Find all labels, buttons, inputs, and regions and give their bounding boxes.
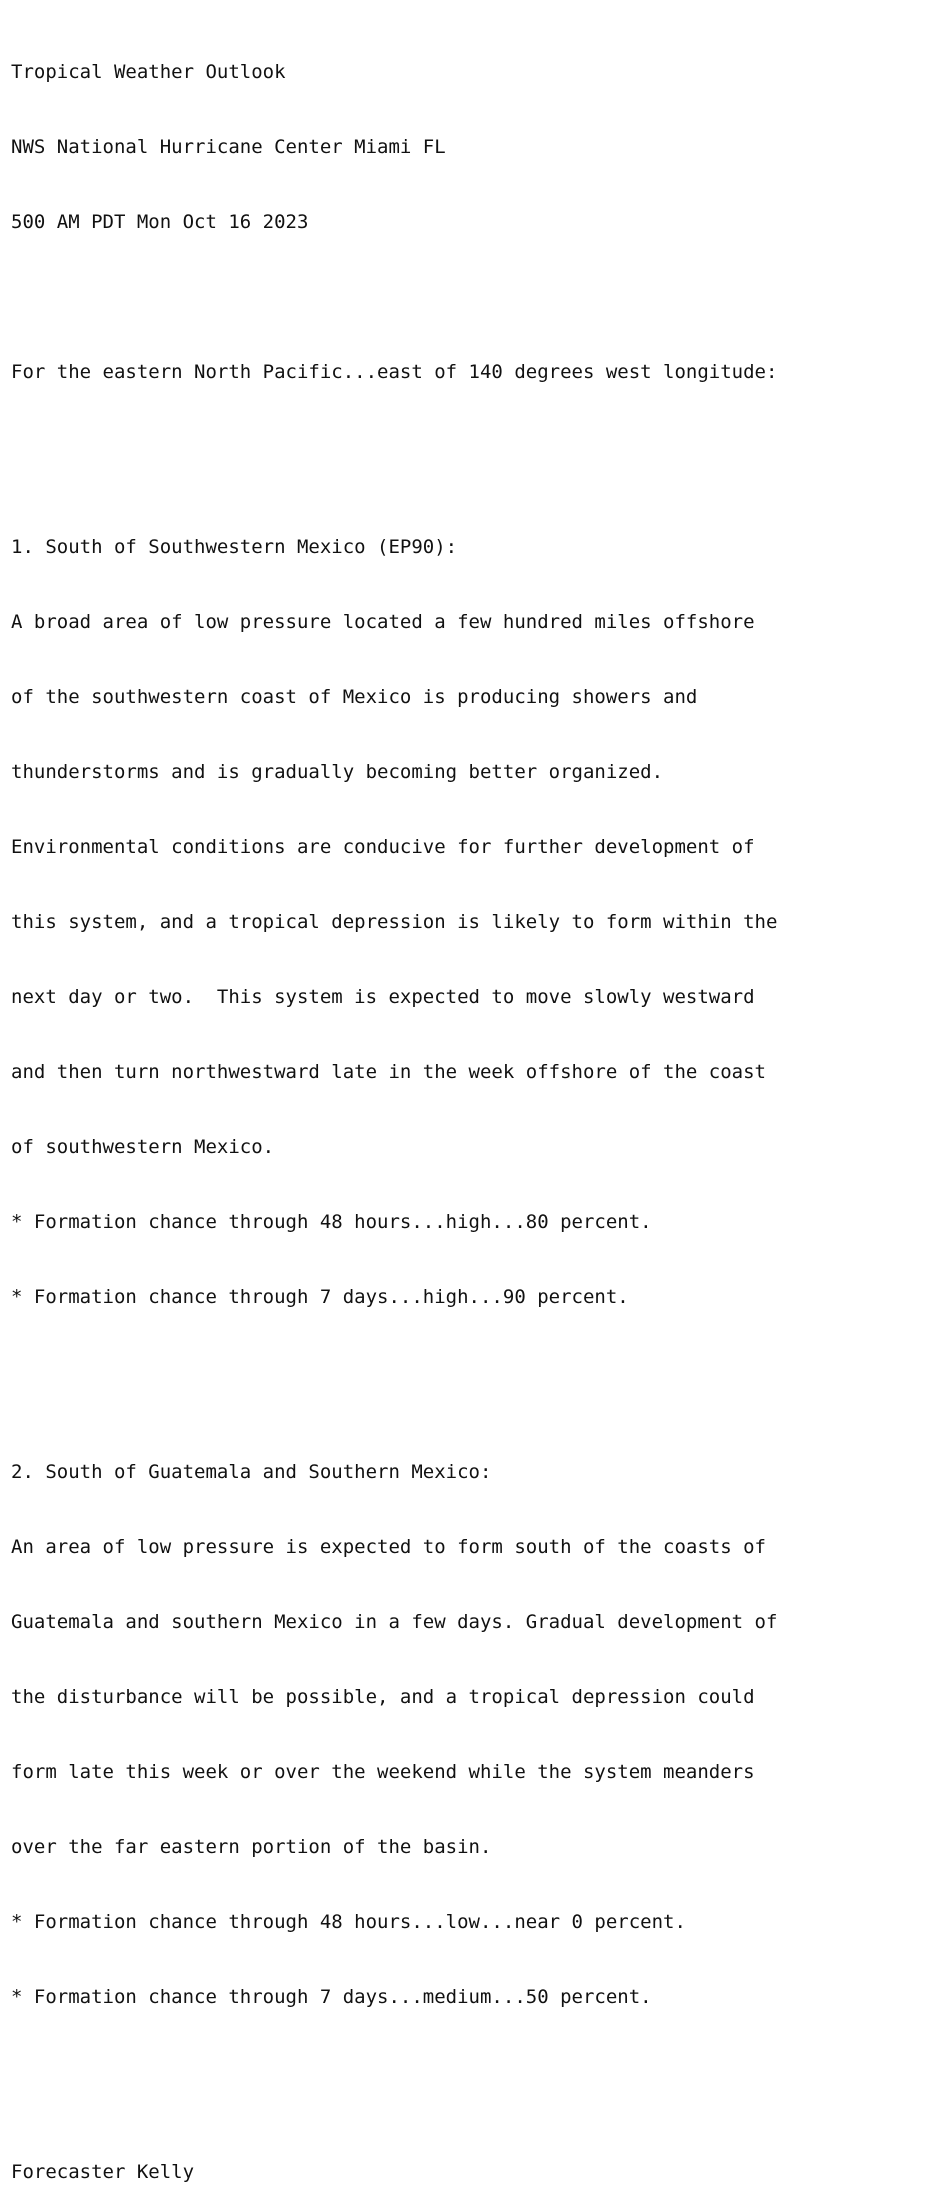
system-1-text-line: Environmental conditions are conducive for further development of [11, 836, 755, 858]
system-1-text-line: next day or two. This system is expected to move slowly westward [11, 986, 755, 1008]
system-1-text-line: A broad area of low pressure located a few hundred miles offshore [11, 611, 755, 633]
system-1-chance-48h: * Formation chance through 48 hours...high...80 percent. [11, 1211, 652, 1233]
system-2-text-line: over the far eastern portion of the basin. [11, 1836, 492, 1858]
system-1-text-line: this system, and a tropical depression is likely to form within the [11, 911, 778, 933]
system-2-text-line: An area of low pressure is expected to form south of the coasts of [11, 1536, 766, 1558]
issuing-office: NWS National Hurricane Center Miami FL [11, 136, 446, 158]
system-2-heading: 2. South of Guatemala and Southern Mexico: [11, 1461, 492, 1483]
system-1-chance-7d: * Formation chance through 7 days...high...90 percent. [11, 1286, 629, 1308]
document-title: Tropical Weather Outlook [11, 61, 286, 83]
system-1-heading: 1. South of Southwestern Mexico (EP90): [11, 536, 458, 558]
forecaster-signoff: Forecaster Kelly [11, 2161, 195, 2183]
system-1-text-line: thunderstorms and is gradually becoming better organized. [11, 761, 664, 783]
region-line: For the eastern North Pacific...east of 140 degrees west longitude: [11, 361, 778, 383]
system-2-chance-48h: * Formation chance through 48 hours...low...near 0 percent. [11, 1911, 686, 1933]
system-1-text-line: of the southwestern coast of Mexico is producing showers and [11, 686, 698, 708]
spacer [11, 1360, 950, 1385]
spacer [11, 285, 950, 310]
spacer [11, 435, 950, 460]
issue-time: 500 AM PDT Mon Oct 16 2023 [11, 211, 309, 233]
system-1-text-line: and then turn northwestward late in the week offshore of the coast [11, 1061, 766, 1083]
system-2-text-line: form late this week or over the weekend while the system meanders [11, 1761, 755, 1783]
spacer [11, 2060, 950, 2085]
system-2-chance-7d: * Formation chance through 7 days...medium...50 percent. [11, 1986, 652, 2008]
system-1-text-line: of southwestern Mexico. [11, 1136, 275, 1158]
system-2-text-line: the disturbance will be possible, and a tropical depression could [11, 1686, 755, 1708]
system-2-text-line: Guatemala and southern Mexico in a few days. Gradual development of [11, 1611, 778, 1633]
